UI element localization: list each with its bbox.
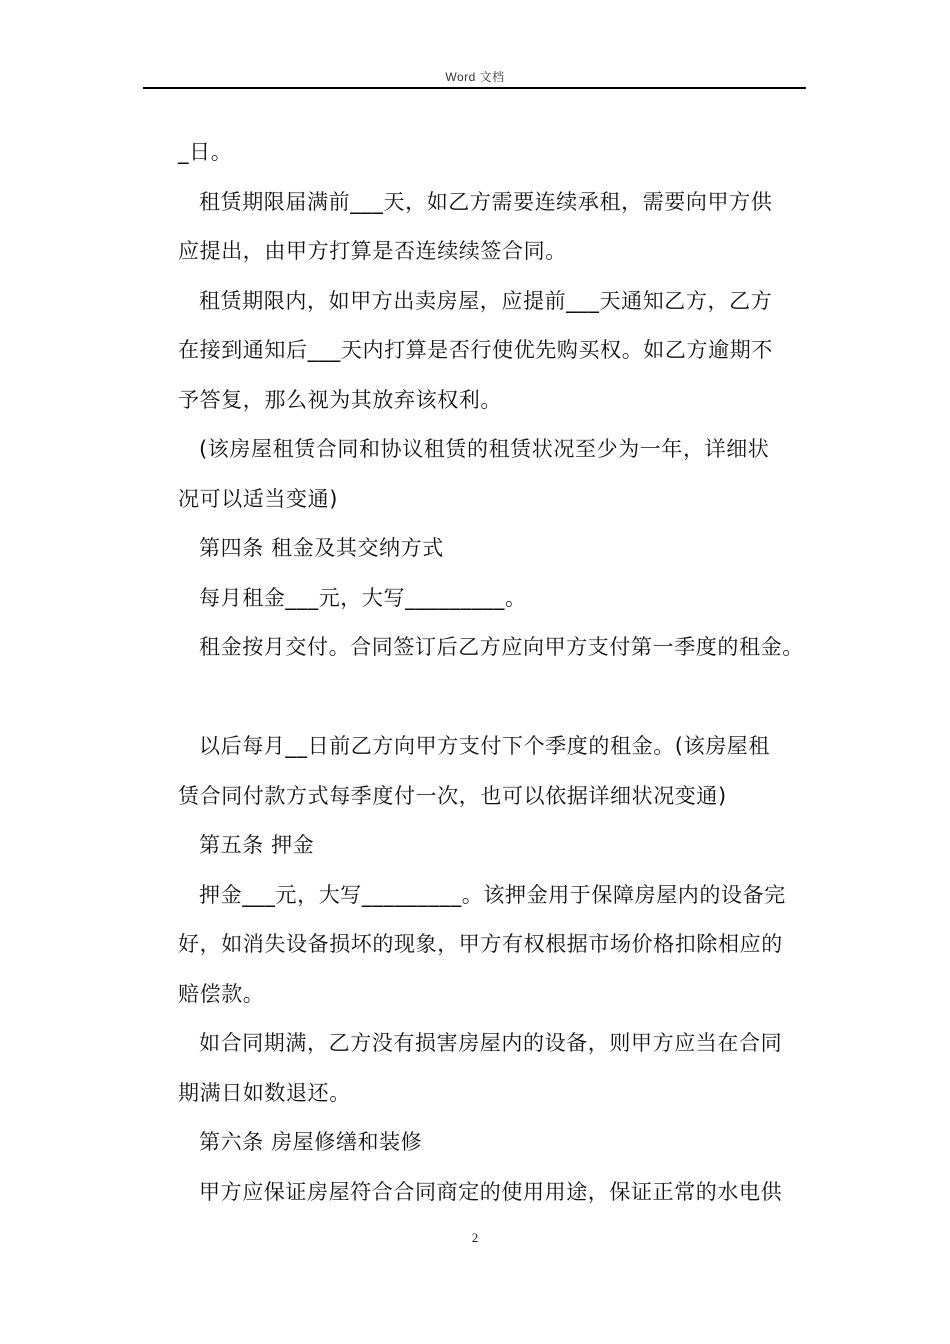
blank-line — [178, 673, 818, 723]
section-heading: 第四条 租金及其交纳方式 — [199, 536, 444, 560]
page-number: 2 — [471, 1230, 479, 1245]
body-line: 租赁期限内，如甲方出卖房屋，应提前___天通知乙方，乙方 — [199, 288, 773, 313]
body-line: 如合同期满，乙方没有损害房屋内的设备，则甲方应当在合同 — [199, 1031, 783, 1055]
body-line: 赁合同付款方式每季度付一次，也可以依据详细状况变通) — [178, 783, 727, 808]
section-heading: 第六条 房屋修缮和装修 — [199, 1130, 423, 1154]
document-body — [178, 128, 818, 1217]
body-line: 租金按月交付。合同签订后乙方应向甲方支付第一季度的租金。 — [199, 635, 804, 659]
body-line: 赔偿款。 — [178, 981, 265, 1006]
header-title: Word 文档 — [445, 70, 505, 84]
body-line: 租赁期限届满前___天，如乙方需要连续承租，需要向甲方供 — [199, 189, 773, 214]
body-line: (该房屋租赁合同和协议租赁的租赁状况至少为一年，详细状 — [199, 437, 770, 461]
body-line: 在接到通知后___天内打算是否行使优先购买权。如乙方逾期不 — [178, 338, 773, 362]
body-line: 以后每月__日前乙方向甲方支付下个季度的租金。(该房屋租 — [199, 734, 770, 758]
body-line: 好，如消失设备损坏的现象，甲方有权根据市场价格扣除相应的 — [178, 932, 783, 956]
header-divider — [143, 87, 806, 89]
body-line: 期满日如数退还。 — [178, 1080, 351, 1105]
section-heading: 第五条 押金 — [199, 833, 315, 857]
body-line: 予答复，那么视为其放弃该权利。 — [178, 387, 502, 412]
body-line: 每月租金___元，大写_________。 — [199, 585, 527, 610]
body-line: 况可以适当变通) — [178, 486, 338, 511]
body-line: 甲方应保证房屋符合合同商定的使用用途，保证正常的水电供 — [199, 1179, 783, 1204]
body-line: 应提出，由甲方打算是否连续续签合同。 — [178, 239, 567, 263]
body-line: 押金___元，大写_________。该押金用于保障房屋内的设备完 — [199, 882, 786, 907]
body-line: _日。 — [178, 140, 233, 164]
